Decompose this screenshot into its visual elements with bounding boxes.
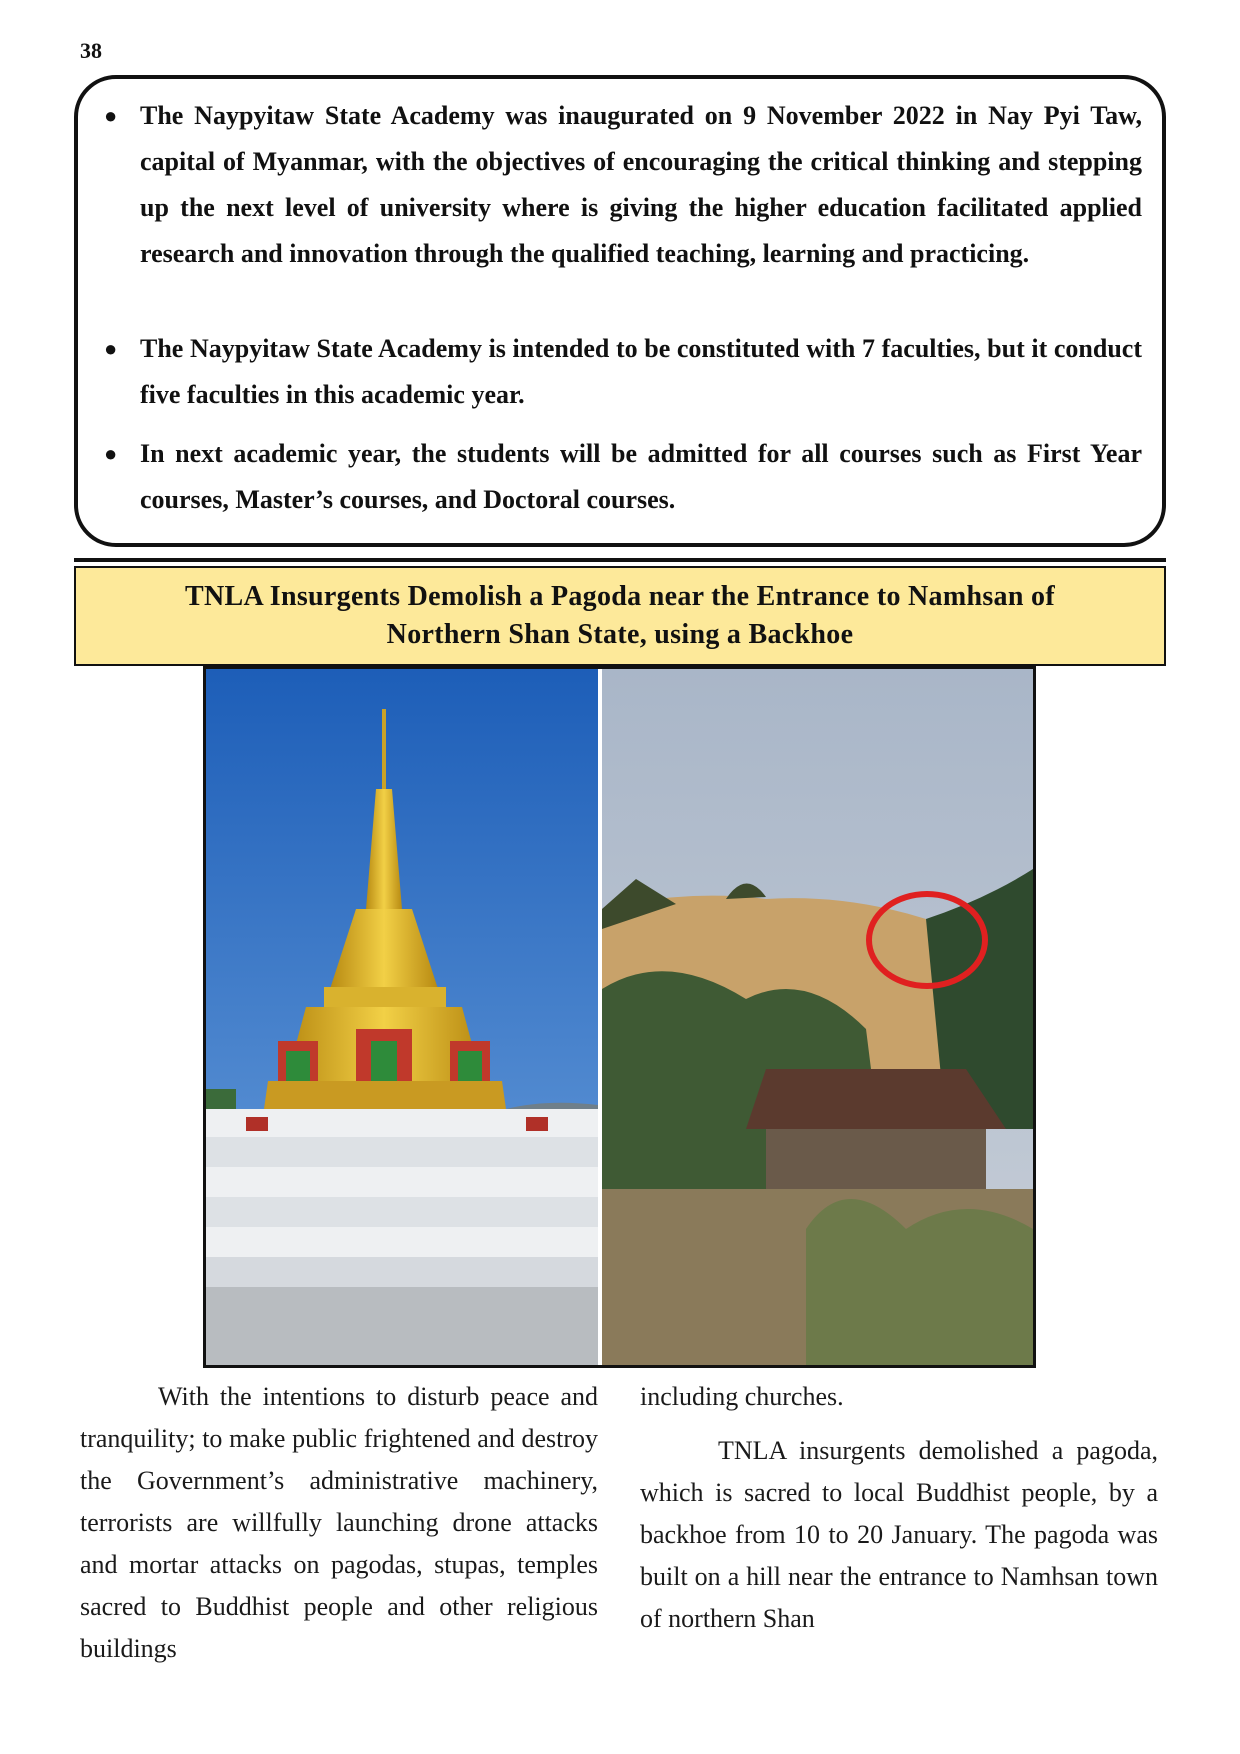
article-continuation: including churches. (640, 1382, 844, 1411)
summary-bullet-text: In next academic year, the students will be admitted for all courses such as First Year courses, Master’s courses, and Doctoral courses. (140, 439, 1142, 514)
summary-bullet (104, 326, 1142, 418)
headline (185, 578, 1055, 654)
headline-line-1: TNLA Insurgents Demolish a Pagoda near the Entrance to Namhsan of (185, 581, 1055, 612)
summary-box (74, 75, 1166, 547)
headline-box (74, 566, 1166, 666)
hillside-photo (602, 669, 1033, 1365)
bullet-dot-icon: ● (104, 336, 118, 361)
page-number: 38 (80, 38, 102, 63)
article-paragraph: With the intentions to disturb peace and tranquility; to make public frightened and destroy the Government’s administrative machinery, terrorists are willfully launching drone attacks and mortar attacks on pagodas, stupas, temples sacred to Buddhist people and other religious buildings (80, 1382, 598, 1663)
summary-bullet-text: The Naypyitaw State Academy is intended to be constituted with 7 faculties, but it conduct five faculties in this academic year. (140, 334, 1142, 409)
bullet-dot-icon: ● (104, 103, 118, 128)
summary-bullet-text: The Naypyitaw State Academy was inaugurated on 9 November 2022 in Nay Pyi Taw, capital of Myanmar, with the objectives of encouraging the critical thinking and stepping up the next level of university where is giving the higher education facilitated applied research and innovation through the qualified teaching, learning and practicing. (140, 101, 1142, 268)
headline-line-2: Northern Shan State, using a Backhoe (386, 619, 854, 650)
news-photo (203, 666, 1036, 1368)
section-divider (74, 558, 1166, 562)
article-paragraph: TNLA insurgents demolished a pagoda, which is sacred to local Buddhist people, by a backhoe from 10 to 20 January. The pagoda was built on a hill near the entrance to Namhsan town of northern Shan (640, 1436, 1158, 1633)
summary-bullet (104, 93, 1142, 277)
article-column-right (640, 1376, 1158, 1640)
summary-bullet (104, 431, 1142, 523)
bullet-dot-icon: ● (104, 441, 118, 466)
pagoda-photo (206, 669, 598, 1365)
article-column-left (80, 1376, 598, 1670)
